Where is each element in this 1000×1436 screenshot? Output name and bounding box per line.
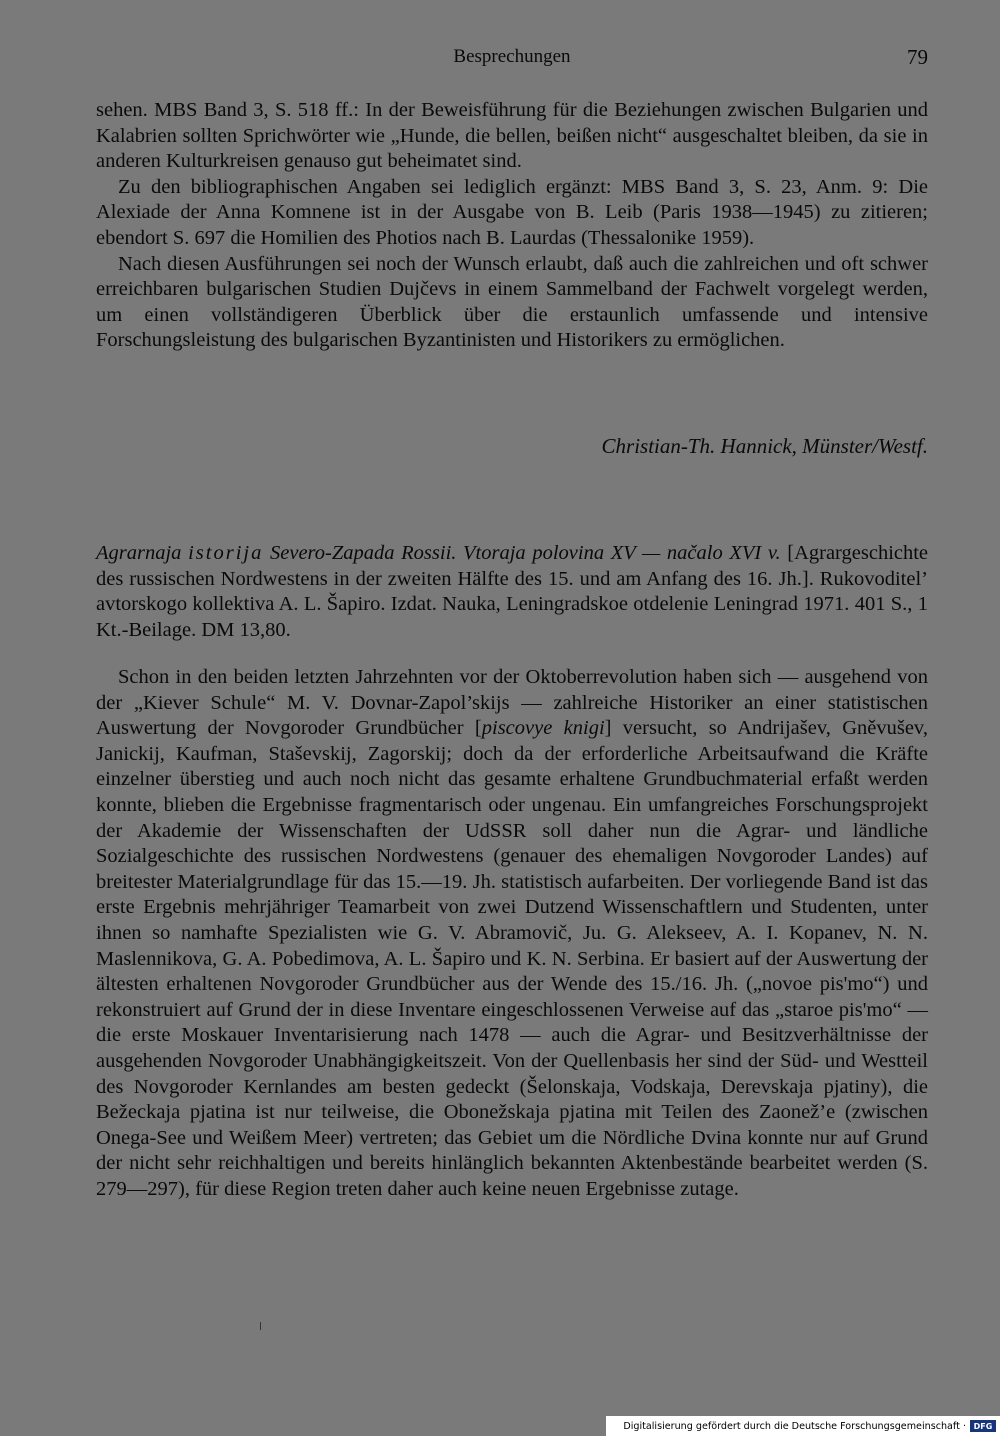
book-title-part2: Severo-Zapada Rossii. Vtoraja polovina XV — načalo XVI v.	[270, 542, 781, 564]
bibliographic-details: [Agrargeschichte des russischen Nordwestens in der zweiten Hälfte des 15. und am Anfang des 16. Jh.]. Rukovoditel’ avtorskogo kollektiva A. L. Šapiro. Izdat. Nauka, Leningradskoe otdelenie Leningrad 1971. 401 S., 1 Kt.-Beilage. DM 13,80.	[96, 542, 929, 641]
body-text-part2: ] versucht, so Andrijašev, Gněvušev, Janickij, Kaufman, Staševskij, Zagorskij; doch da der erforderliche Arbeitsaufwand die Kräfte einzelner überstieg und auch noch nicht das gesamte erhaltene Grundbuchmaterial erfaßt werden konnte, blieben die Ergebnisse fragmentarisch oder ungenau. Ein umfangreiches Forschungsprojekt der Akademie der Wissenschaften der UdSSR soll daher nun die Agrar- und ländliche Sozialgeschichte des russischen Nordwestens (genauer des ehemaligen Novgoroder Landes) auf breitester Materialgrundlage für das 15.—19. Jh. statistisch aufarbeiten. Der vorliegende Band ist das erste Ergebnis mehrjähriger Teamarbeit von zwei Dutzend Wissenschaftlern und Studenten, unter ihnen so namhafte Spezialisten wie G. V. Abramovič, Ju. G. Alekseev, A. I. Kopanev, N. N. Maslennikova, G. A. Pobedimova, A. L. Šapiro und K. N. Serbina. Er basiert auf der Auswertung der ältesten erhaltenen Novgoroder Grundbücher aus der Wende des 15./16. Jh. („novoe pis'mo“) und rekonstruiert auf Grund der in diese Inventare eingeschlossenen Verweise auf das „staroe pis'mo“ — die erste Moskauer Inventarisierung nach 1478 — auch die Agrar- und Besitzverhältnisse der ausgehenden Novgoroder Unabhängigkeitszeit. Von der Quellenbasis her sind der Süd- und Westteil des Novgoroder Kernlandes am besten gedeckt (Šelonskaja, Vodskaja, Derevskaja pjatiny), die Bežeckaja pjatina ist nur teilweise, die Obonežskaja pjatina mit Teilen des Zaonež’e (zwischen Onega-See und Weißem Meer) vertreten; das Gebiet um die Nördliche Dvina konnte nur auf Grund der nicht sehr reichhaltigen und bereits hinlänglich bekannten Aktenbestände bearbeitet werden (S. 279—297), für diese Region treten daher auch keine neuen Ergebnisse zutage.	[96, 717, 928, 1200]
digitization-footer	[606, 1416, 1000, 1436]
page-number: 79	[907, 45, 928, 69]
running-title: Besprechungen	[453, 46, 571, 67]
reviewer-signature: Christian-Th. Hannick, Münster/Westf.	[601, 434, 928, 458]
running-head	[96, 44, 928, 70]
dfg-logo-icon: DFG	[970, 1420, 996, 1432]
footer-credit: Digitalisierung gefördert durch die Deutsche Forschungsgemeinschaft ·	[623, 1420, 966, 1432]
italic-term: piscovye knigi	[481, 717, 605, 740]
previous-review-text	[96, 98, 928, 354]
stray-mark	[260, 1322, 261, 1330]
paragraph: Zu den bibliographischen Angaben sei lediglich ergänzt: MBS Band 3, S. 23, Anm. 9: Die Alexiade der Anna Komnene ist in der Ausgabe von B. Leib (Paris 1938—1945) zu zitieren; ebendort S. 697 die Homilien des Photios nach B. Laurdas (Thessalonike 1959).	[96, 175, 928, 249]
paragraph	[96, 665, 928, 1202]
review-body	[96, 665, 928, 1202]
review-heading	[96, 541, 928, 643]
body-text-part1: Schon in den beiden letzten Jahrzehnten vor der Oktoberrevolution haben sich — ausgehend von der „Kiever Schule“ M. V. Dovnar-Zapol’skijs — zahlreiche Historiker an einer statistischen Auswertung der Novgoroder Grundbücher [	[96, 666, 928, 740]
paragraph: sehen. MBS Band 3, S. 518 ff.: In der Beweisführung für die Beziehungen zwischen Bulgarien und Kalabrien sollten Sprichwörter wie „Hunde, die bellen, beißen nicht“ ausgeschaltet bleiben, da sie in anderen Kulturkreisen genauso gut beheimatet sind.	[96, 99, 928, 173]
book-title-part1: Agrarnaja	[96, 542, 182, 564]
book-title-spaced: istorija	[188, 542, 264, 564]
paragraph: Nach diesen Ausführungen sei noch der Wunsch erlaubt, daß auch die zahlreichen und oft schwer erreichbaren bulgarischen Studien Dujčevs in einem Sammelband der Fachwelt vorgelegt werden, um einen vollständigeren Überblick über die erstaunlich umfassende und intensive Forschungsleistung des bulgarischen Byzantinisten und Historikers zu ermöglichen.	[96, 252, 928, 352]
